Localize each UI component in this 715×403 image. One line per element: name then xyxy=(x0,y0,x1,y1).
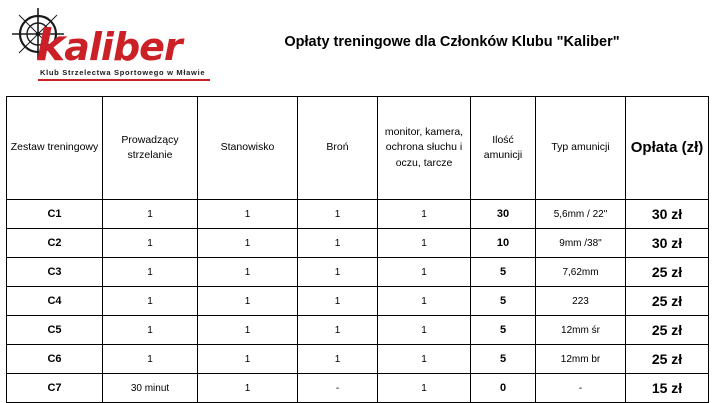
cell-weapon: 1 xyxy=(298,200,378,229)
cell-fee: 30 zł xyxy=(626,229,709,258)
table-row xyxy=(7,345,709,374)
table-row xyxy=(7,316,709,345)
logo-underline-rule xyxy=(38,79,210,81)
column-header-ammo-type: Typ amunicji xyxy=(536,97,626,200)
cell-station: 1 xyxy=(198,374,298,403)
page-title: Opłaty treningowe dla Członków Klubu "Kaliber" xyxy=(284,34,620,50)
training-fees-table xyxy=(6,96,709,403)
cell-fee: 25 zł xyxy=(626,345,709,374)
cell-weapon: 1 xyxy=(298,287,378,316)
cell-set: C5 xyxy=(7,316,103,345)
document-header xyxy=(0,0,715,96)
table-body xyxy=(7,200,709,403)
cell-weapon: 1 xyxy=(298,345,378,374)
cell-ammo-count: 5 xyxy=(471,316,536,345)
cell-instructor: 1 xyxy=(103,229,198,258)
cell-equipment: 1 xyxy=(378,258,471,287)
cell-ammo-count: 0 xyxy=(471,374,536,403)
column-header-equipment: monitor, kamera, ochrona słuchu i oczu, tarcze xyxy=(378,97,471,200)
cell-weapon: 1 xyxy=(298,258,378,287)
column-header-station: Stanowisko xyxy=(198,97,298,200)
cell-instructor: 1 xyxy=(103,200,198,229)
table-row xyxy=(7,258,709,287)
logo-word-rest: aliber xyxy=(64,25,182,69)
table-header-row xyxy=(7,97,709,200)
cell-weapon: 1 xyxy=(298,316,378,345)
column-header-ammo-count: Ilość amunicji xyxy=(471,97,536,200)
cell-fee: 30 zł xyxy=(626,200,709,229)
cell-equipment: 1 xyxy=(378,316,471,345)
cell-set: C4 xyxy=(7,287,103,316)
column-header-fee: Opłata (zł) xyxy=(626,97,709,200)
cell-equipment: 1 xyxy=(378,229,471,258)
logo-wordmark xyxy=(36,20,182,71)
cell-equipment: 1 xyxy=(378,374,471,403)
cell-weapon: - xyxy=(298,374,378,403)
cell-ammo-type: 223 xyxy=(536,287,626,316)
table-row xyxy=(7,287,709,316)
column-header-weapon: Broń xyxy=(298,97,378,200)
cell-station: 1 xyxy=(198,229,298,258)
cell-set: C7 xyxy=(7,374,103,403)
cell-instructor: 30 minut xyxy=(103,374,198,403)
cell-ammo-type: - xyxy=(536,374,626,403)
cell-station: 1 xyxy=(198,258,298,287)
logo-word-first-letter: k xyxy=(36,20,65,71)
cell-fee: 25 zł xyxy=(626,258,709,287)
cell-ammo-type: 7,62mm xyxy=(536,258,626,287)
cell-instructor: 1 xyxy=(103,316,198,345)
table-row xyxy=(7,374,709,403)
cell-ammo-count: 10 xyxy=(471,229,536,258)
cell-ammo-type: 9mm /38" xyxy=(536,229,626,258)
column-header-instructor: Prowadzący strzelanie xyxy=(103,97,198,200)
table-row xyxy=(7,229,709,258)
cell-ammo-count: 30 xyxy=(471,200,536,229)
cell-station: 1 xyxy=(198,345,298,374)
cell-equipment: 1 xyxy=(378,287,471,316)
cell-instructor: 1 xyxy=(103,258,198,287)
fees-table-wrapper xyxy=(6,96,708,403)
table-row xyxy=(7,200,709,229)
column-header-set: Zestaw treningowy xyxy=(7,97,103,200)
cell-fee: 15 zł xyxy=(626,374,709,403)
cell-ammo-type: 12mm br xyxy=(536,345,626,374)
cell-set: C1 xyxy=(7,200,103,229)
cell-equipment: 1 xyxy=(378,200,471,229)
cell-ammo-count: 5 xyxy=(471,345,536,374)
cell-station: 1 xyxy=(198,200,298,229)
cell-station: 1 xyxy=(198,287,298,316)
cell-weapon: 1 xyxy=(298,229,378,258)
cell-set: C2 xyxy=(7,229,103,258)
cell-station: 1 xyxy=(198,316,298,345)
table-header xyxy=(7,97,709,200)
cell-ammo-type: 12mm śr xyxy=(536,316,626,345)
club-logo xyxy=(8,6,208,92)
cell-instructor: 1 xyxy=(103,287,198,316)
cell-ammo-count: 5 xyxy=(471,287,536,316)
cell-instructor: 1 xyxy=(103,345,198,374)
cell-set: C3 xyxy=(7,258,103,287)
cell-ammo-type: 5,6mm / 22" xyxy=(536,200,626,229)
cell-set: C6 xyxy=(7,345,103,374)
logo-subtitle: Klub Strzelectwa Sportowego w Mławie xyxy=(40,68,206,77)
cell-ammo-count: 5 xyxy=(471,258,536,287)
cell-fee: 25 zł xyxy=(626,316,709,345)
cell-fee: 25 zł xyxy=(626,287,709,316)
cell-equipment: 1 xyxy=(378,345,471,374)
